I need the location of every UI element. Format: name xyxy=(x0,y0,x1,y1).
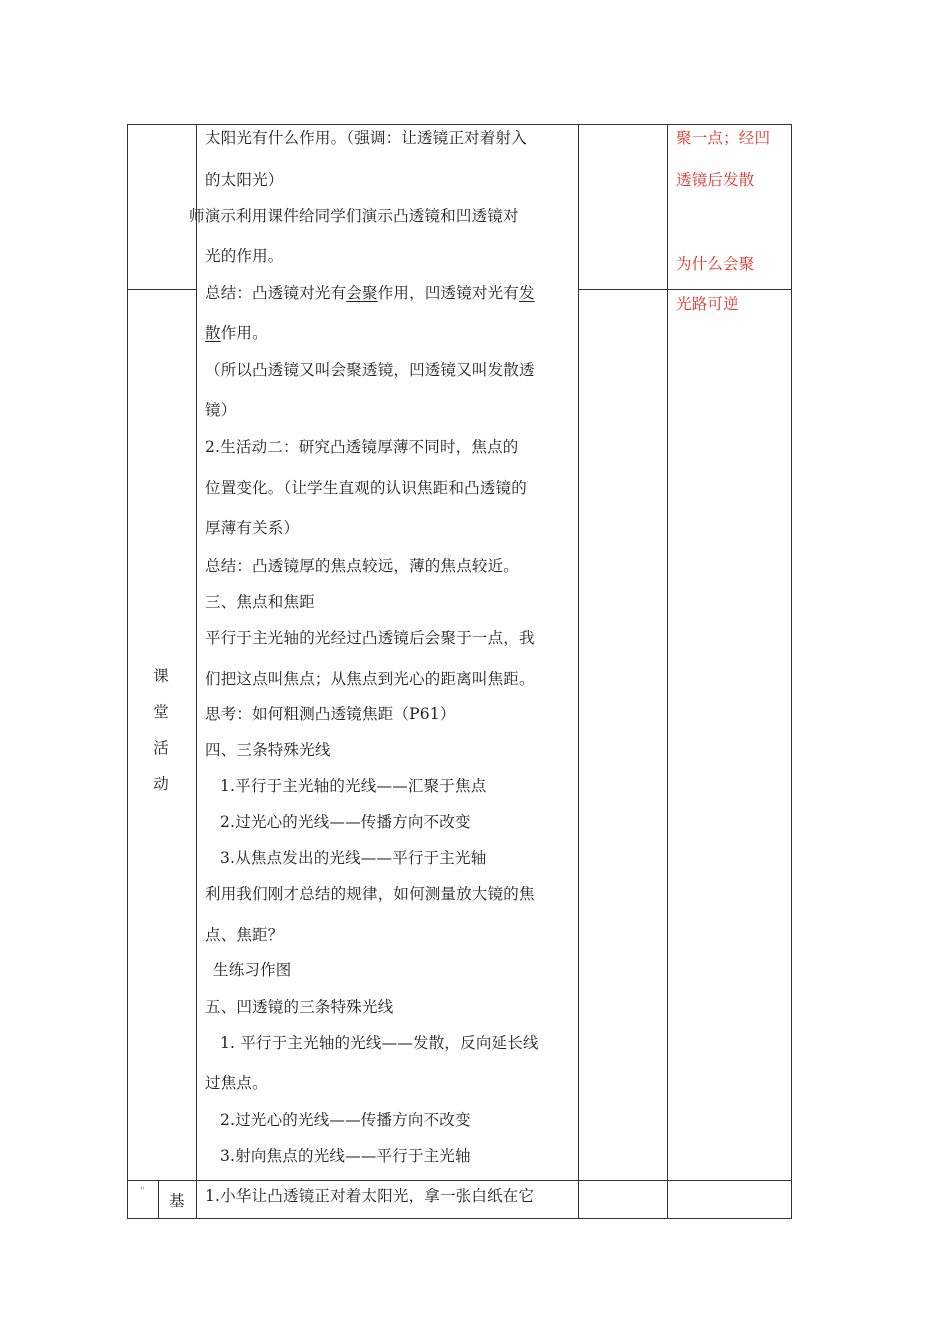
content-line-22: 点、焦距？ xyxy=(205,926,284,944)
content-line-13: 三、焦点和焦距 xyxy=(205,593,315,611)
col-border-5 xyxy=(791,124,792,1219)
content-line-26: 过焦点。 xyxy=(205,1074,268,1092)
section-label-char-2: 堂 xyxy=(153,703,169,721)
table-bottom-border xyxy=(127,1218,792,1219)
content-line-28: 3.射向焦点的光线——平行于主光轴 xyxy=(220,1147,471,1165)
content-line-17: 四、三条特殊光线 xyxy=(205,741,331,759)
content-line-3: 师演示利用课件给同学们演示凸透镜和凹透镜对 xyxy=(189,207,519,225)
col-border-1 xyxy=(127,124,128,1219)
content-line-15: 们把这点叫焦点；从焦点到光心的距离叫焦距。 xyxy=(205,670,535,688)
content-line-8: 镜） xyxy=(205,401,237,419)
col-border-2c xyxy=(196,1180,197,1219)
content-line-25: 1. 平行于主光轴的光线——发散，反向延长线 xyxy=(220,1034,539,1052)
row-divider-left xyxy=(127,289,196,290)
col-border-3 xyxy=(578,124,579,1219)
summary-underline-converge: 会聚 xyxy=(346,284,378,302)
note-line-3: 为什么会聚 xyxy=(676,255,755,273)
content-line-23: 生练习作图 xyxy=(213,961,292,979)
content-line-12: 总结：凸透镜厚的焦点较远，薄的焦点较近。 xyxy=(205,557,520,575)
content-line-19: 2.过光心的光线——传播方向不改变 xyxy=(220,813,471,831)
note-line-1: 聚一点；经凹 xyxy=(676,129,771,147)
content-line-16: 思考：如何粗测凸透镜焦距（P61） xyxy=(205,705,456,723)
content-line-27: 2.过光心的光线——传播方向不改变 xyxy=(220,1111,471,1129)
content-line-18: 1.平行于主光轴的光线——汇聚于焦点 xyxy=(220,777,487,795)
row-divider-mid xyxy=(578,289,792,290)
table-top-border xyxy=(127,124,792,125)
col-border-2 xyxy=(196,124,197,1181)
summary-underline-diverge: 发 xyxy=(519,284,535,302)
section-label-char-4: 动 xyxy=(153,775,169,793)
summary-text-b: 作用，凹透镜对光有 xyxy=(377,284,520,302)
content-line-21: 利用我们刚才总结的规律，如何测量放大镜的焦 xyxy=(205,885,535,903)
note-line-4: 光路可逆 xyxy=(676,295,739,313)
content-line-20: 3.从焦点发出的光线——平行于主光轴 xyxy=(220,849,487,867)
bottom-row-label: 基 xyxy=(169,1192,185,1210)
content-line-10: 位置变化。（让学生直观的认识焦距和凸透镜的 xyxy=(205,479,527,497)
content-line-2: 的太阳光） xyxy=(205,171,284,189)
content-line-5 xyxy=(205,283,535,303)
content-line-14: 平行于主光轴的光经过凸透镜后会聚于一点，我 xyxy=(205,629,535,647)
bottom-row-text: 1.小华让凸透镜正对着太阳光，拿一张白纸在它 xyxy=(205,1187,535,1205)
bottom-row-mark: " xyxy=(140,1186,145,1197)
summary-text-c: 作用。 xyxy=(220,324,268,342)
section-label-char-1: 课 xyxy=(153,667,169,685)
content-line-4: 光的作用。 xyxy=(205,247,284,265)
col-border-2b xyxy=(158,1180,159,1219)
content-line-11: 厚薄有关系） xyxy=(205,519,300,537)
note-line-2: 透镜后发散 xyxy=(676,171,755,189)
content-line-7: （所以凸透镜又叫会聚透镜，凹透镜又叫发散透 xyxy=(205,361,535,379)
content-line-9: 2.生活动二：研究凸透镜厚薄不同时，焦点的 xyxy=(205,438,519,456)
content-line-6 xyxy=(205,323,268,343)
summary-underline-diverge-end: 散 xyxy=(205,324,221,342)
content-line-24: 五、凹透镜的三条特殊光线 xyxy=(205,998,394,1016)
content-line-1: 太阳光有什么作用。（强调：让透镜正对着射入 xyxy=(205,129,527,147)
row-divider-bottom xyxy=(127,1180,792,1181)
summary-text-a: 总结：凸透镜对光有 xyxy=(205,284,347,302)
section-label-char-3: 活 xyxy=(153,739,169,757)
col-border-4 xyxy=(667,124,668,1219)
